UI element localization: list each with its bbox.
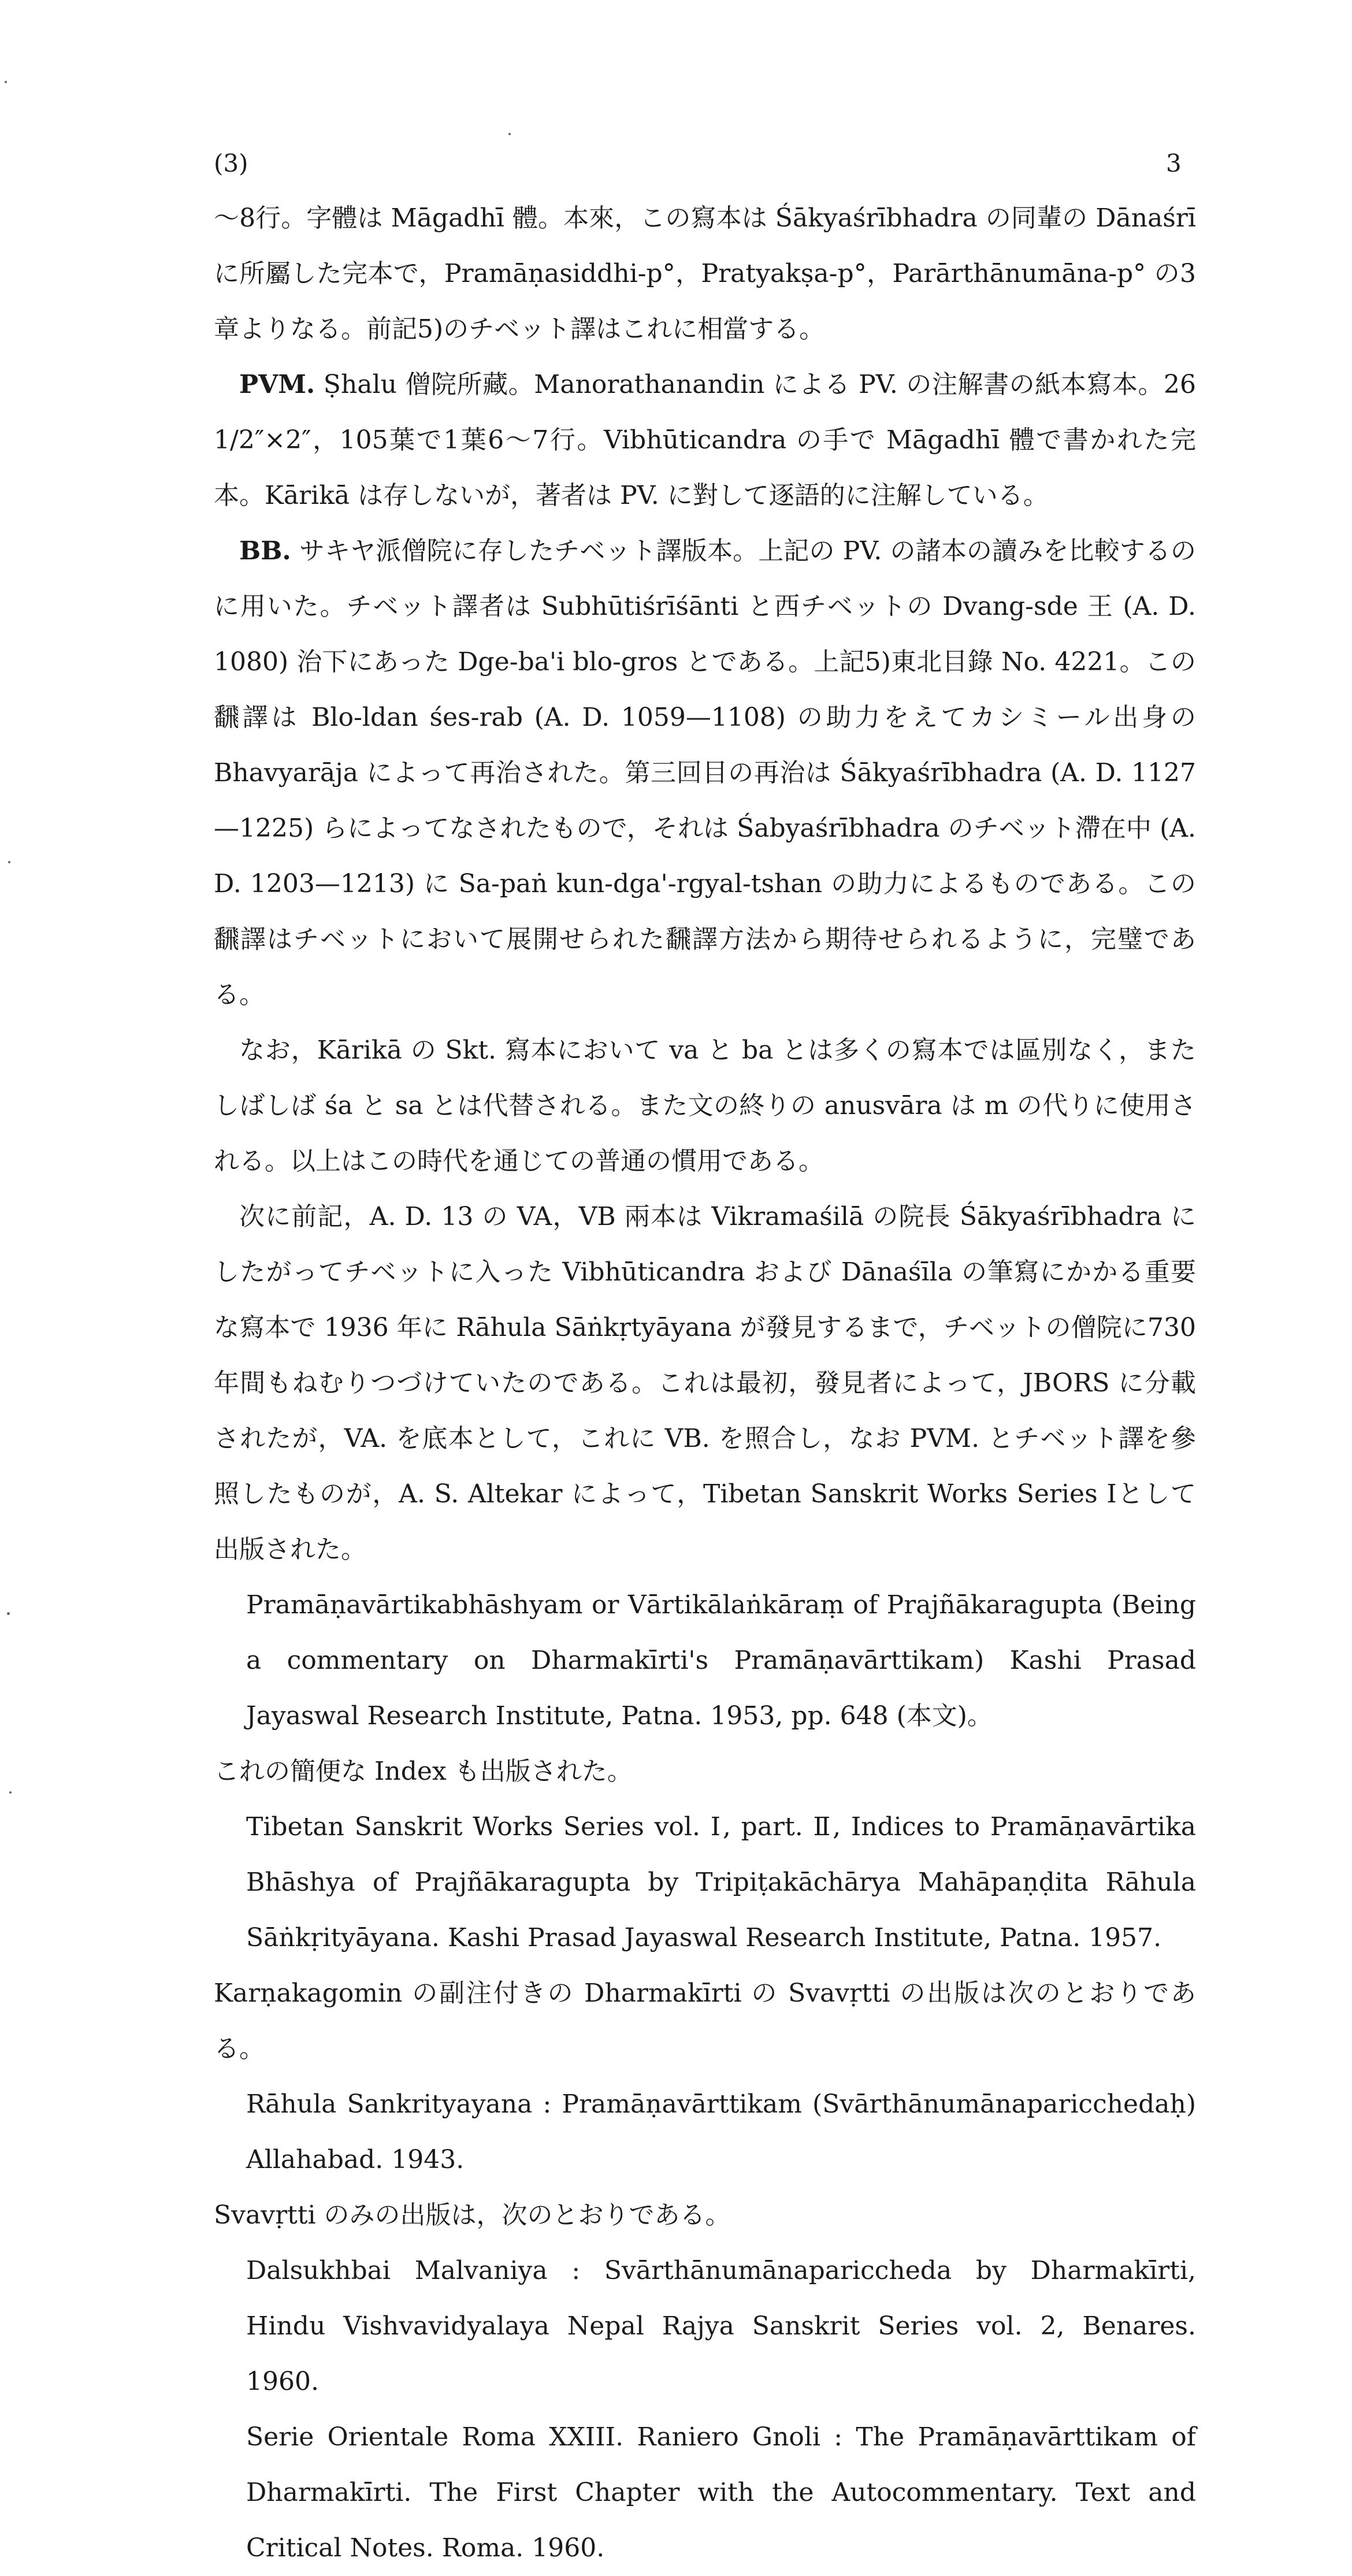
- siglum-pvm: PVM.: [239, 370, 315, 399]
- reference-sankrityayana: Rāhula Sankrityayana : Pramāṇavārttikam (Svārthānumānaparicchedaḥ) Allahabad. 1943.: [246, 2089, 1196, 2174]
- paragraph-pvm-text: Ṣhalu 僧院所藏。Manorathanandin による PV. の注解書の紙本寫本。26 1/2″×2″，105葉で1葉6～7行。Vibhūticandra の手で Māgadhī 體で書かれた完本。Kārikā は存しないが，著者は PV. に對して逐語的に注解している。: [214, 370, 1196, 510]
- paragraph-manuscripts: 次に前記，A. D. 13 の VA，VB 兩本は Vikramaśilā の院長 Śākyaśrībhadra にしたがってチベットに入った Vibhūticandra および Dānaśīla の筆寫にかかる重要な寫本で 1936 年に Rāhula Sāṅkṛtyāyana が發見するまで，チベットの僧院に730年間もねむりつづけていたのである。これは最初，發見者によって，JBORS に分載されたが，VA. を底本として，これに VB. を照合し，なお PVM. とチベット譯を參照したものが，A. S. Altekar によって，Tibetan Sanskrit Works Series Ⅰとして出版された。: [214, 1202, 1196, 1564]
- page-number-left: (3): [214, 149, 248, 177]
- paragraph-bb: [214, 524, 1196, 1023]
- paragraph-svavrtti-commentary: Karṇakagomin の副注付きの Dharmakīrti の Svavṛtti の出版は次のとおりである。: [214, 1979, 1196, 2063]
- body-text: [214, 191, 1196, 2576]
- page-number-right: 3: [1166, 149, 1182, 177]
- scan-speck: [8, 861, 10, 863]
- scan-speck: [7, 1612, 10, 1615]
- paragraph-continuation: ～8行。字體は Māgadhī 體。本來，この寫本は Śākyaśrībhadra の同輩の Dānaśrī に所屬した完本で，Pramāṇasiddhi-p°，Pratyakṣa-p°，Parārthānumāna-p° の3章よりなる。前記5)のチベット譯はこれに相當する。: [214, 203, 1196, 344]
- reference-indices: Tibetan Sanskrit Works Series vol. Ⅰ, part. Ⅱ, Indices to Pramāṇavārtika Bhāshya of Prajñākaragupta by Tripiṭakāchārya Mahāpaṇḍita Rāhula Sāṅkṛityāyana. Kashi Prasad Jayaswal Research Institute, Patna. 1957.: [246, 1812, 1196, 1953]
- scan-speck: [9, 1791, 12, 1794]
- paragraph-index: これの簡便な Index も出版された。: [214, 1757, 633, 1786]
- scan-speck: [5, 81, 7, 83]
- paragraph-orthography: なお，Kārikā の Skt. 寫本において va と ba とは多くの寫本では區別なく，またしばしば śa と sa とは代替される。また文の終りの anusvāra は m の代りに使用される。以上はこの時代を通じての普通の慣用である。: [214, 1035, 1196, 1176]
- scan-speck: [508, 133, 511, 135]
- siglum-bb: BB.: [239, 536, 291, 566]
- paragraph-bb-text: サキヤ派僧院に存したチベット譯版本。上記の PV. の諸本の讀みを比較するのに用いた。チベット譯者は Subhūtiśrīśānti と西チベットの Dvang-sde 王 (A. D. 1080) 治下にあった Dge-ba'i blo-gros とである。上記5)東北目錄 No. 4221。この飜譯は Blo-ldan śes-rab (A. D. 1059—1108) の助力をえてカシミール出身の Bhavyarāja によって再治された。第三回目の再治は Śākyaśrībhadra (A. D. 1127—1225) らによってなされたもので，それは Śabyaśrībhadra のチベット滯在中 (A. D. 1203—1213) に Sa-paṅ kun-dga'-rgyal-tshan の助力によるものである。この飜譯はチベットにおいて展開せられた飜譯方法から期待せられるように，完璧である。: [214, 536, 1196, 1009]
- paragraph-pvm: [214, 357, 1196, 524]
- reference-altekar: Pramāṇavārtikabhāshyam or Vārtikālaṅkāraṃ of Prajñākaragupta (Being a commentary on Dharmakīrti's Pramāṇavārttikam) Kashi Prasad Jayaswal Research Institute, Patna. 1953, pp. 648 (本文)。: [246, 1590, 1196, 1731]
- reference-gnoli: Serie Orientale Roma XXIII. Raniero Gnoli : The Pramāṇavārttikam of Dharmakīrti. The First Chapter with the Autocommentary. Text and Critical Notes. Roma. 1960.: [246, 2422, 1196, 2563]
- paragraph-svavrtti-only: Svavṛtti のみの出版は，次のとおりである。: [214, 2200, 731, 2230]
- reference-malvaniya: Dalsukhbai Malvaniya : Svārthānumānapariccheda by Dharmakīrti, Hindu Vishvavidyalaya Nepal Rajya Sanskrit Series vol. 2, Benares. 1960.: [246, 2256, 1196, 2396]
